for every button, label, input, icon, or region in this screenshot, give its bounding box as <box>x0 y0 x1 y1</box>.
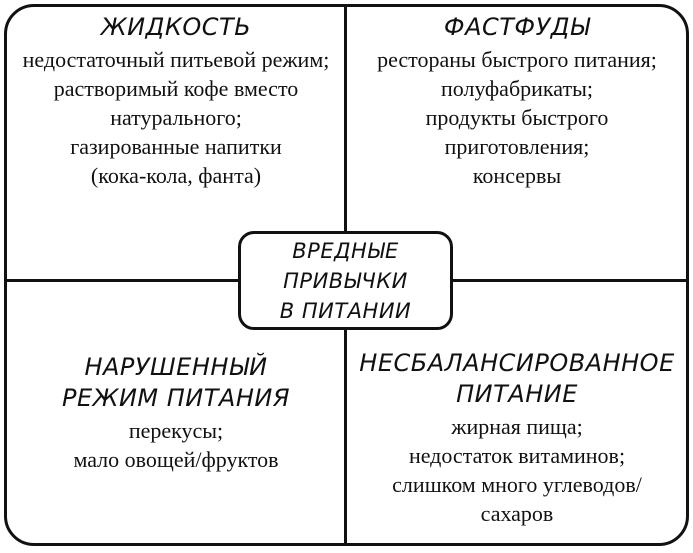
center-box-line: ВРЕДНЫЕ <box>292 238 399 263</box>
body-line: сахаров <box>480 501 554 526</box>
body-line: недостаток витаминов; <box>408 443 626 468</box>
quadrant-unbalanced <box>351 348 683 528</box>
quadrant-broken-regime-title <box>10 352 342 414</box>
body-line: консервы <box>472 163 562 188</box>
quadrant-title-line: РЕЖИМ ПИТАНИЯ <box>61 384 291 412</box>
quadrant-liquids-title <box>10 12 342 43</box>
quadrant-title-line: ЖИДКОСТЬ <box>100 13 252 41</box>
quadrant-broken-regime <box>10 352 342 474</box>
quadrant-title-line: ФАСТФУДЫ <box>443 13 591 41</box>
center-box-line: ПРИВЫЧКИ <box>283 268 408 293</box>
quadrant-unbalanced-title <box>351 348 683 410</box>
body-line: перекусы; <box>128 418 224 443</box>
center-box <box>238 231 453 330</box>
body-line: приготовления; <box>444 134 590 159</box>
quadrant-broken-regime-body <box>10 416 342 474</box>
quadrant-fastfood <box>351 12 683 190</box>
center-box-line: В ПИТАНИИ <box>279 298 412 323</box>
quadrant-title-line: НАРУШЕННЫЙ <box>84 353 268 381</box>
body-line: рестораны быстрого питания; <box>377 47 657 72</box>
body-line: растворимый кофе вместо <box>53 76 299 101</box>
body-line: жирная пища; <box>451 414 583 439</box>
body-line: (кока-кола, фанта) <box>90 163 262 188</box>
body-line: полуфабрикаты; <box>441 76 593 101</box>
quadrant-fastfood-body <box>351 45 683 190</box>
quadrant-title-line: НЕСБАЛАНСИРОВАННОЕ <box>359 349 675 377</box>
body-line: слишком много углеводов/ <box>392 472 642 497</box>
body-line: продукты быстрого <box>425 105 609 130</box>
quadrant-unbalanced-body <box>351 412 683 528</box>
body-line: натурального; <box>110 105 242 130</box>
quadrant-title-line: ПИТАНИЕ <box>456 380 578 408</box>
quadrant-liquids-body <box>10 45 342 190</box>
body-line: газированные напитки <box>70 134 282 159</box>
body-line: недостаточный питьевой режим; <box>22 47 330 72</box>
body-line: мало овощей/фруктов <box>73 447 279 472</box>
quadrant-fastfood-title <box>351 12 683 43</box>
quadrant-liquids <box>10 12 342 190</box>
